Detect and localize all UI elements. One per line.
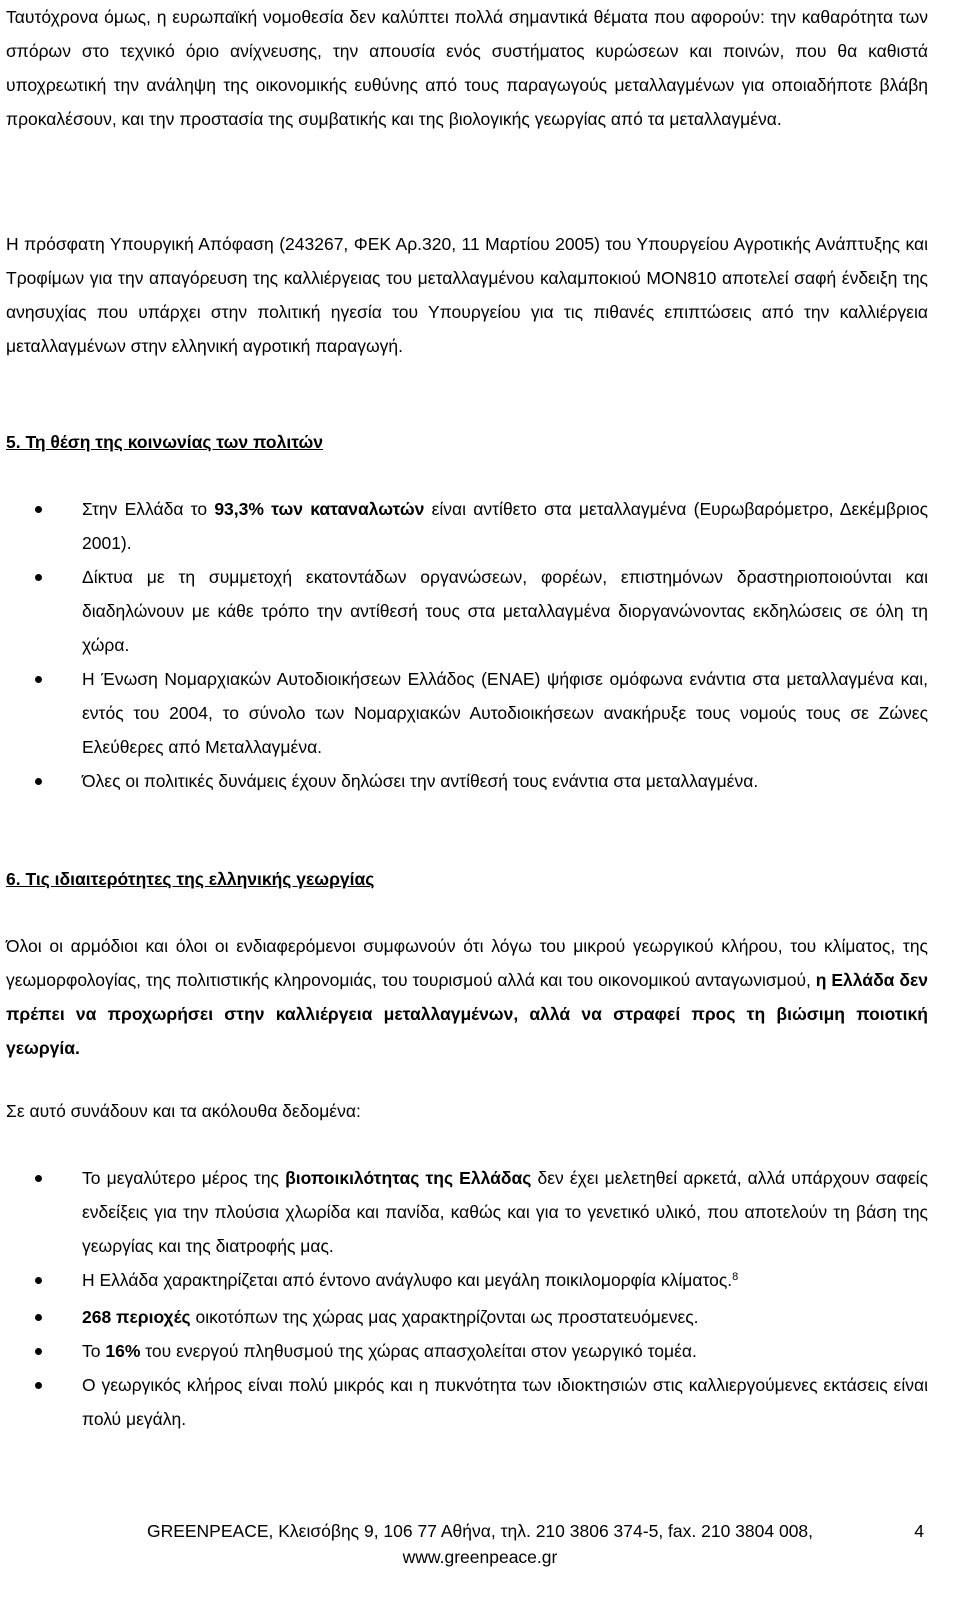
bullet-icon: [35, 574, 42, 581]
bullet-icon: [35, 1382, 42, 1389]
page-number: 4: [914, 1521, 924, 1541]
bullet-icon: [35, 1175, 42, 1182]
section-5-heading: 5. Τη θέση της κοινωνίας των πολιτών: [6, 432, 324, 452]
footer-address: GREENPEACE, Κλεισόβης 9, 106 77 Αθήνα, τηλ. 210 3806 374-5, fax. 210 3804 008,: [146, 1521, 814, 1541]
footer-website-link[interactable]: www.greenpeace.gr: [402, 1547, 558, 1567]
bullet-icon: [35, 506, 42, 513]
section-6-list: [6, 1161, 928, 1436]
bold-conclusion: η Ελλάδα δεν πρέπει να προχωρήσει στην καλλιέργεια μεταλλαγμένων, αλλά να στραφεί προς τη βιώσιμη ποιοτική γεωργία.: [6, 970, 928, 1058]
bullet-icon: [35, 1277, 42, 1284]
bullet-icon: [35, 1314, 42, 1321]
list-item: Το μεγαλύτερο μέρος της βιοποικιλότητας της Ελλάδας δεν έχει μελετηθεί αρκετά, αλλά υπάρχουν σαφείς ενδείξεις για την πλούσια χλωρίδα και πανίδα, καθώς και για το γενετικό υλικό, που αποτελούν τη βάση της γεωργίας και της διατροφής μας.: [6, 1161, 928, 1263]
list-item: Ο γεωργικός κλήρος είναι πολύ μικρός και η πυκνότητα των ιδιοκτησιών στις καλλιεργούμενες εκτάσεις είναι πολύ μεγάλη.: [6, 1368, 928, 1436]
list-item: Η Ελλάδα χαρακτηρίζεται από έντονο ανάγλυφο και μεγάλη ποικιλομορφία κλίματος.$^8$: [6, 1263, 928, 1300]
section-6-heading: 6. Τις ιδιαιτερότητες της ελληνικής γεωργίας: [6, 869, 375, 889]
list-item: Δίκτυα με τη συμμετοχή εκατοντάδων οργανώσεων, φορέων, επιστημόνων δραστηριοποιούνται και διαδηλώνουν με κάθε τρόπο την αντίθεσή τους στα μεταλλαγμένα διοργανώνοντας εκδηλώσεις σε όλη τη χώρα.: [6, 560, 928, 662]
paragraph-intro-data: Σε αυτό συνάδουν και τα ακόλουθα δεδομένα:: [6, 1101, 361, 1121]
bullet-icon: [35, 1348, 42, 1355]
paragraph-eu-legislation: Ταυτόχρονα όμως, η ευρωπαϊκή νομοθεσία δεν καλύπτει πολλά σημαντικά θέματα που αφορούν: την καθαρότητα των σπόρων στο τεχνικό όριο ανίχνευσης, την απουσία ενός συστήματος κυρώσεων και ποινών, που θα καθιστά υποχρεωτική την ανάληψη της οικονομικής ευθύνης από τους παραγωγούς μεταλλαγμένων για οποιαδήποτε βλάβη προκαλέσουν, και την προστασία της συμβατικής και της βιολογικής γεωργίας από τα μεταλλαγμένα.: [6, 7, 928, 129]
footnote-marker[interactable]: 8: [732, 1271, 739, 1283]
bullet-icon: [35, 676, 42, 683]
bold-statistic: 93,3% των καταναλωτών: [214, 499, 425, 519]
list-item: 268 περιοχές οικοτόπων της χώρας μας χαρακτηρίζονται ως προστατευόμενες.: [6, 1300, 928, 1334]
bullet-icon: [35, 778, 42, 785]
list-item: Το 16% του ενεργού πληθυσμού της χώρας απασχολείται στον γεωργικό τομέα.: [6, 1334, 928, 1368]
paragraph-greek-agriculture: Όλοι οι αρμόδιοι και όλοι οι ενδιαφερόμενοι συμφωνούν ότι λόγω του μικρού γεωργικού κλήρου, του κλίματος, της γεωμορφολογίας, της πολιτιστικής κληρονομιάς, του τουρισμού αλλά και του οικονομικού ανταγωνισμού, η Ελλάδα δεν πρέπει να προχωρήσει στην καλλιέργεια μεταλλαγμένων, αλλά να στραφεί προς τη βιώσιμη ποιοτική γεωργία.: [6, 936, 928, 1058]
section-5-list: [6, 492, 928, 798]
list-item: Όλες οι πολιτικές δυνάμεις έχουν δηλώσει την αντίθεσή τους ενάντια στα μεταλλαγμένα.: [6, 764, 928, 798]
page-footer: [0, 1518, 960, 1570]
list-item: Στην Ελλάδα το 93,3% των καταναλωτών είναι αντίθετο στα μεταλλαγμένα (Ευρωβαρόμετρο, Δεκέμβριος 2001).: [6, 492, 928, 560]
list-item: Η Ένωση Νομαρχιακών Αυτοδιοικήσεων Ελλάδος (ΕΝΑΕ) ψήφισε ομόφωνα ενάντια στα μεταλλαγμένα και, εντός του 2004, το σύνολο των Νομαρχιακών Αυτοδιοικήσεων ανακήρυξε τους νομούς τους σε Ζώνες Ελεύθερες από Μεταλλαγμένα.: [6, 662, 928, 764]
paragraph-ministerial-decision: Η πρόσφατη Υπουργική Απόφαση (243267, ΦΕΚ Αρ.320, 11 Μαρτίου 2005) του Υπουργείου Αγροτικής Ανάπτυξης και Τροφίμων για την απαγόρευση της καλλιέργειας του μεταλλαγμένου καλαμποκιού ΜΟΝ810 αποτελεί σαφή ένδειξη της ανησυχίας που υπάρχει στην πολιτική ηγεσία του Υπουργείου για τις πιθανές επιπτώσεις από την καλλιέργεια μεταλλαγμένων στην ελληνική αγροτική παραγωγή.: [6, 234, 928, 356]
